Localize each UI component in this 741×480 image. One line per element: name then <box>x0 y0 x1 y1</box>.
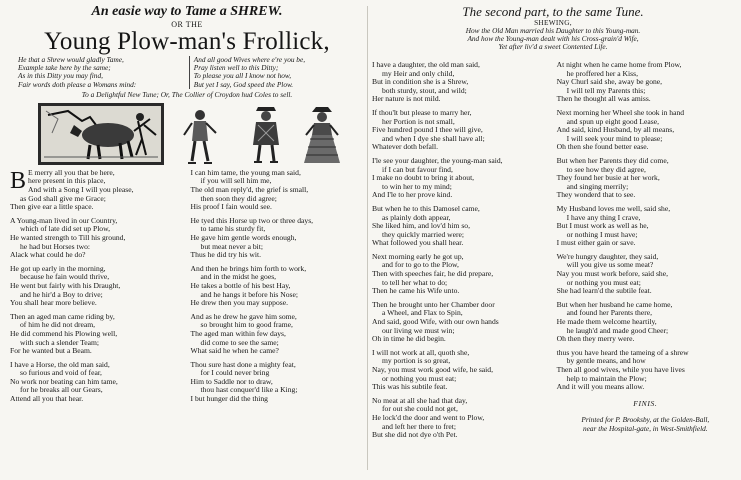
subtitle-line: And how the Young-man dealt with his Cross-grain'd Wife, <box>467 34 639 43</box>
verse-stanza <box>191 217 364 260</box>
verse-stanza <box>372 253 549 296</box>
verse-line: A Young-man lived in our Country, <box>10 215 118 225</box>
tune-line: To a Delightful New Tune; Or, The Collier of Croydon hud Coles to sell. <box>81 89 293 99</box>
subtitle-right-column <box>189 56 356 89</box>
verses-second-part <box>372 61 734 445</box>
verse-line: Then he brought unto her Chamber door <box>372 299 495 309</box>
verse-line: He drew then you may suppose. <box>190 298 288 308</box>
verse-line: a Wheel, and Flax to Spin, <box>382 308 463 318</box>
subtitle-line: But yet I say, God speed the Plow. <box>193 79 294 89</box>
verse-line: He did commend his Plowing well, <box>10 328 118 338</box>
verse-line: He takes a bottle of his best Hay, <box>190 280 291 290</box>
verse-line: For he wanted but a Beam. <box>10 346 92 356</box>
verse-line: my Heir and only child, <box>382 68 455 78</box>
verse-line: if I can but favour find, <box>382 164 453 174</box>
verse-line: I but hunger did the thing <box>190 394 268 404</box>
verse-line: His proof I fain would see. <box>190 202 272 212</box>
ballad-subtitle <box>10 55 364 89</box>
verse-line: for out she could not get, <box>382 404 458 414</box>
verse-line: And it will you means allow. <box>556 382 645 392</box>
verse-line: We're hungry daughter, they said, <box>556 251 659 261</box>
verse-line: I'le see your daughter, the young-man said, <box>372 155 503 165</box>
verse-line: Next morning her Wheel she took in hand <box>556 107 685 117</box>
verse-line: or nothing I must have; <box>566 229 638 239</box>
verse-line: If thou'lt but please to marry her, <box>372 107 472 117</box>
verse-line: with such a slender Team; <box>20 337 100 347</box>
verse-line: But when her husband he came home, <box>556 299 673 309</box>
verse-line: The aged man within few days, <box>190 328 286 338</box>
verse-line: Whatever doth befall. <box>372 142 438 152</box>
subtitle-line: Fair words doth please a Womans mind: <box>18 79 137 89</box>
verse-line: I will seek your mind to please; <box>566 133 663 143</box>
ballad-or-the: OR THE <box>171 20 203 29</box>
verse-line: my portion is so great, <box>382 356 451 366</box>
verse-line: Five hundred pound I thee will give, <box>372 125 483 135</box>
verse-line: Nay you must work before, said she, <box>556 269 668 279</box>
verse-stanza <box>10 169 183 212</box>
verse-line: or nothing you must eat; <box>566 277 641 287</box>
verse-line: He tyed this Horse up two or three days, <box>190 215 314 225</box>
verse-line: At night when he came home from Plow, <box>556 60 682 69</box>
verse-line: will you give us some meat? <box>566 260 654 270</box>
farmer-woodcut <box>246 105 286 165</box>
verse-line: He made them welcome heartily, <box>556 317 657 327</box>
verse-line: He gave him gentle words enough, <box>190 232 297 242</box>
verse-line: They found her busie at her work, <box>556 173 660 183</box>
verse-stanza <box>372 61 549 104</box>
verse-line: And as he drew he gave him some, <box>190 311 297 321</box>
verse-line: I have a Horse, the old man said, <box>10 359 110 369</box>
subtitle-line: To please you all I know not how, <box>193 71 292 81</box>
imprint-line: Printed for P. Brooksby, at the Golden-Ball, <box>581 415 710 425</box>
verse-line: and when I dye she shall have all; <box>382 133 485 143</box>
verse-line: or nothing you must eat; <box>382 373 457 383</box>
subtitle-line: And all good Wives where e're you be, <box>193 55 306 64</box>
verse-line: as plainly doth appear, <box>382 212 451 222</box>
verse-line: which of late did set up Plow, <box>20 224 110 234</box>
verse-line: thus you have heard the tameing of a shrew <box>556 347 689 357</box>
page-divider <box>367 6 368 470</box>
verse-line: She had learn'd the subtile feat. <box>556 286 652 296</box>
second-part-title: The second part, to the same Tune. <box>462 4 644 19</box>
verse-line: Her nature is not mild. <box>372 94 441 104</box>
verse-line: and spun up eight good Lease, <box>566 116 659 126</box>
verse-line: And with a Song I will you please, <box>28 185 134 194</box>
verse-line: thou hast conquer'd like a King; <box>200 385 298 395</box>
printer-imprint <box>557 416 734 433</box>
left-page <box>10 4 364 476</box>
shewing-label: SHEWING, <box>534 18 572 27</box>
verse-line: Then give ear a little space. <box>10 202 94 212</box>
verse-stanza <box>372 349 549 392</box>
verse-stanza <box>557 205 734 248</box>
verse-line: Thou sure hast done a mighty feat, <box>190 359 296 369</box>
verse-line: And said, kind Husband, by all means, <box>556 125 675 135</box>
verse-line: He wanted strength to Till his ground, <box>10 232 126 242</box>
verse-line: but meat never a bit; <box>200 241 263 251</box>
verse-line: Nay Churl said she, away be gone, <box>556 77 663 87</box>
verse-line: Oh in time he did begin. <box>372 334 446 344</box>
verse-column-2 <box>191 169 364 409</box>
verse-line: She liked him, and lov'd him so, <box>372 221 470 231</box>
ballad-title: An easie way to Tame a SHREW. <box>91 4 283 19</box>
verse-stanza <box>372 157 549 200</box>
verse-line: then soon they did agree; <box>200 193 277 203</box>
verse-line: But she did not dye o'th Pet. <box>372 430 458 440</box>
verse-stanza <box>10 217 183 260</box>
verse-line: Oh then they merry were. <box>556 334 635 344</box>
verse-line: Then an aged man came riding by, <box>10 311 115 321</box>
verse-line: Oh then she found better ease. <box>556 142 649 152</box>
subtitle-line: He that a Shrew would gladly Tame, <box>18 55 124 64</box>
verse-line: they quickly married were; <box>382 229 465 239</box>
verse-line: Then with speeches fair, he did prepare, <box>372 269 494 279</box>
verse-line: This was his subtile feat. <box>372 382 448 392</box>
verse-line: You shall hear more believe. <box>10 298 97 308</box>
verse-line: No meat at all she had that day, <box>372 395 468 405</box>
verse-line: he had but Horses two: <box>20 241 91 251</box>
verse-line: But when he to this Damosel came, <box>372 203 480 213</box>
verse-stanza <box>372 205 549 248</box>
ballad-main-title: Young Plow-man's Frollick, <box>44 28 330 55</box>
verse-line: and he hir'd a Boy to drive; <box>20 289 103 299</box>
verse-line: No work nor beating can him tame, <box>10 376 118 386</box>
verse-stanza <box>372 397 549 440</box>
finis-label: FINIS. <box>633 398 658 408</box>
verse-line: so furious and void of fear, <box>20 368 102 378</box>
verse-line: And I'le to her prove kind. <box>372 190 453 200</box>
verse-line: I have a daughter, the old man said, <box>372 60 480 69</box>
verse-line: Nay, you must work good wife, he said, <box>372 365 493 374</box>
verse-line: What followed you shall hear. <box>372 238 464 248</box>
verse-stanza <box>191 169 364 212</box>
right-page <box>372 4 734 476</box>
verse-line: I will tell my Parents this; <box>566 85 646 95</box>
verse-stanza <box>372 301 549 344</box>
verse-line: They wonderd that to see. <box>556 190 636 200</box>
verse-stanza <box>557 301 734 344</box>
verse-line: he proffered her a Kiss, <box>566 68 638 78</box>
verse-line: Next morning early he got up, <box>372 251 464 261</box>
verse-stanza <box>372 109 549 152</box>
verse-line: Then he came his Wife unto. <box>372 286 460 296</box>
verse-line: And then he brings him forth to work, <box>190 263 307 273</box>
verse-stanza <box>191 313 364 356</box>
imprint-line: near the Hospital-gate, in West-Smithfield. <box>583 423 708 433</box>
verse-line: for I could never bring <box>200 368 270 378</box>
subtitle-line: As in this Ditty you may find, <box>18 71 103 81</box>
verse-column-1 <box>10 169 183 409</box>
subtitle-line: How the Old Man married his Daughter to this Young-man. <box>465 26 641 35</box>
verse-stanza <box>191 361 364 404</box>
verse-line: Thus he did try his wit. <box>190 250 261 260</box>
verse-stanza <box>557 157 734 200</box>
verse-line: he laugh'd and made good Cheer; <box>566 325 669 335</box>
verse-line: to win her to my mind; <box>382 181 452 191</box>
verse-line: I have any thing I crave, <box>566 212 641 222</box>
verse-line: He got up early in the morning, <box>10 263 106 273</box>
verse-line: to tell her what to do; <box>382 277 448 287</box>
verse-stanza <box>557 61 734 104</box>
verse-stanza <box>557 349 734 392</box>
verse-line: But I must work as well as he, <box>556 221 649 231</box>
verse-line: But when her Parents they did come, <box>556 155 669 165</box>
second-part-subtitle <box>372 27 734 51</box>
verse-column-4 <box>557 61 734 445</box>
horse-woodcut <box>38 103 164 165</box>
verse-line: And said, good Wife, with our own hands <box>372 317 499 327</box>
verse-line: I can him tame, the young man said, <box>190 167 301 177</box>
verse-line: The old man reply'd, the grief is small, <box>190 185 309 194</box>
subtitle-left-column <box>18 56 180 89</box>
subtitle-line: Example take here by the same; <box>18 63 111 73</box>
verse-line: Then he thought all was amiss. <box>556 94 651 104</box>
verse-line: My Husband loves me well, said she, <box>556 203 671 213</box>
verse-line: I make no doubt to bring it about, <box>372 173 475 183</box>
verse-line: E merry all you that be here, <box>28 167 115 177</box>
verse-stanza <box>10 265 183 308</box>
verse-line: to tame his sturdy fit, <box>200 224 266 234</box>
verse-line: both sturdy, stout, and wild; <box>382 85 467 95</box>
subtitle-line: Pray listen well to this Ditty; <box>193 63 279 73</box>
woodcut-illustrations <box>10 101 364 167</box>
verse-line: as God shall give me Grace; <box>20 193 106 203</box>
verse-line: by gentle means, and how <box>566 356 646 366</box>
verse-line: of him he did not dream, <box>20 320 96 330</box>
verse-line: Attend all you that hear. <box>10 394 84 404</box>
verse-line: our living we must win; <box>382 325 455 335</box>
verse-line: here present in this place, <box>28 176 106 186</box>
verse-line: because he fain would thrive, <box>20 272 110 282</box>
verse-stanza <box>557 109 734 152</box>
verse-line: Him to Saddle nor to draw, <box>190 376 273 386</box>
verse-line: and left her there to fret; <box>382 421 457 431</box>
verse-line: I will not work at all, quoth she, <box>372 347 470 357</box>
verse-line: He went but fairly with his Draught, <box>10 280 121 290</box>
verse-line: if you will sell him me, <box>200 176 272 186</box>
verse-line: and found her Parents there, <box>566 308 653 318</box>
verse-line: He lock'd the door and went to Plow, <box>372 412 485 422</box>
verse-line: What said he when he came? <box>190 346 279 356</box>
subtitle-line: Yet after liv'd a sweet Contented Life. <box>498 42 608 51</box>
verse-line: Then all good wives, while you have lives <box>556 365 685 374</box>
drop-cap-b: B <box>10 167 27 194</box>
verse-line: her Portion is not small, <box>382 116 455 126</box>
verses-first-part <box>10 169 364 409</box>
verse-line: But in condition she is a Shrew, <box>372 77 469 87</box>
woman-woodcut <box>300 105 344 165</box>
verse-stanza <box>10 361 183 404</box>
verse-line: did come to see the same; <box>200 337 279 347</box>
verse-line: for he breaks all our Gears, <box>20 385 103 395</box>
verse-line: to see how they did agree, <box>566 164 646 174</box>
verse-line: and for to go to the Plow, <box>382 260 459 270</box>
verse-line: Alack what could he do? <box>10 250 86 260</box>
verse-stanza <box>557 253 734 296</box>
verse-line: help to maintain the Plow; <box>566 373 647 383</box>
verse-line: and he hangs it before his Nose; <box>200 289 298 299</box>
verse-line: and singing merrily; <box>566 181 629 191</box>
verse-line: and in the midst he goes, <box>200 272 277 282</box>
verse-column-3 <box>372 61 549 445</box>
verse-line: so brought him to good frame, <box>200 320 293 330</box>
verse-line: I must either gain or save. <box>556 238 636 248</box>
verse-stanza <box>10 313 183 356</box>
man-woodcut <box>178 107 220 165</box>
verse-stanza <box>191 265 364 308</box>
